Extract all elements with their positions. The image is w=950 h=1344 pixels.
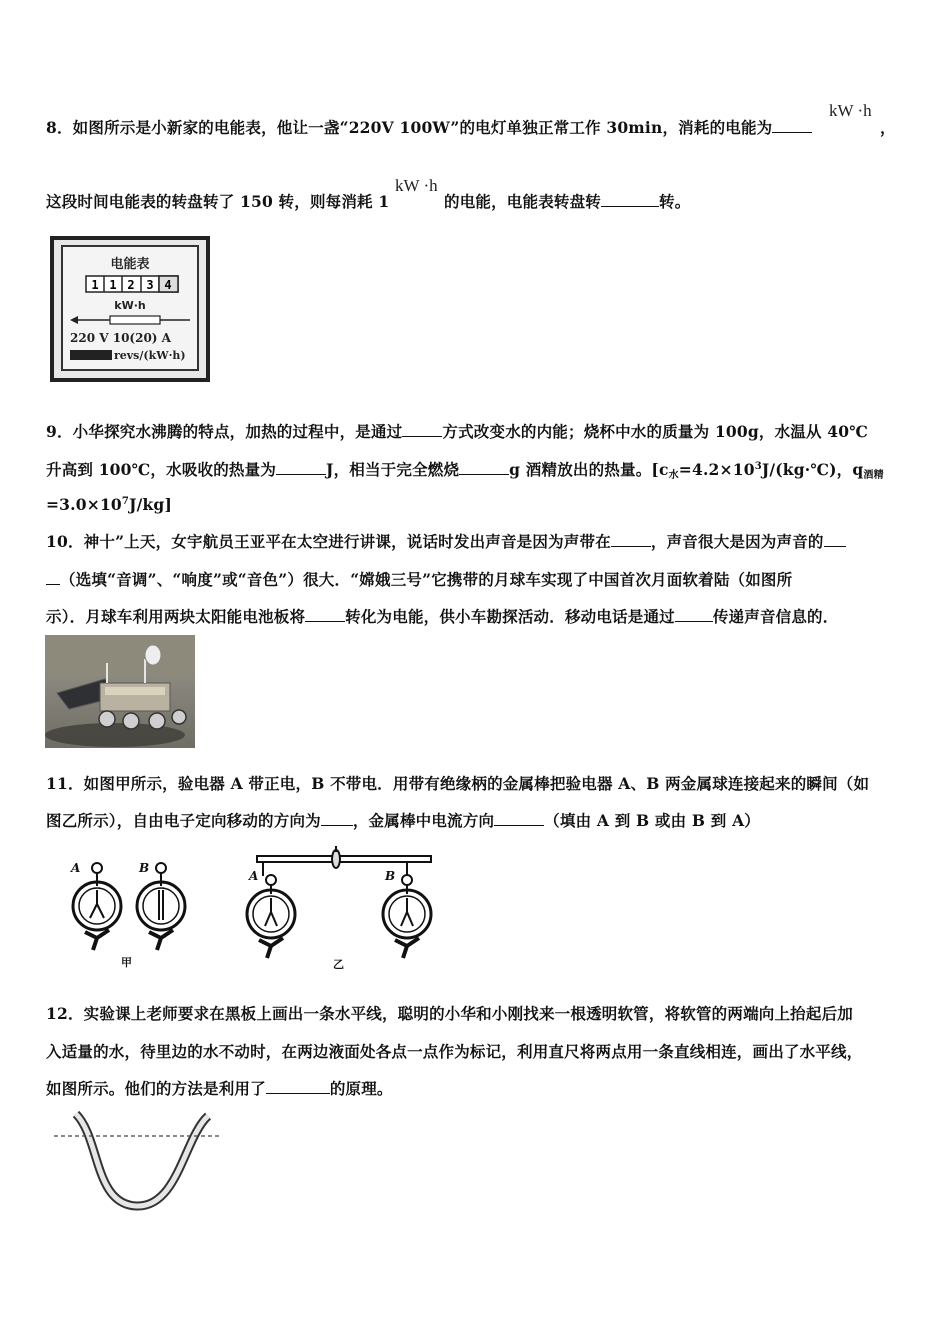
label-yi-a: A (249, 869, 259, 883)
electroscope-figure (55, 846, 445, 972)
label-jia-a: A (71, 861, 81, 875)
meter-digit-5: 4 (164, 278, 172, 292)
q9-line-2: 升高到 100℃，水吸收的热量为 J，相当于完全燃烧 g 酒精放出的热量。[$c_水=4.2\times 10^3J/(kg\cdot℃)$，$q_{酒精}$ (46, 460, 884, 481)
q10-blank-energy-form[interactable] (305, 607, 345, 622)
q9-blank-heat[interactable] (276, 460, 326, 475)
q8-line-1: 8．如图所示是小新家的电能表，他让一盏“220V 100W”的电灯单独正常工作 30min，消耗的电能为 (46, 116, 812, 138)
electroscope-jia-a (73, 863, 121, 950)
q10-blank-property-b[interactable] (46, 570, 60, 585)
electroscope-yi-a (247, 875, 295, 958)
energy-meter-figure (50, 236, 210, 382)
q11-line-2: 图乙所示），自由电子定向移动的方向为 ，金属棒中电流方向 （填由 A 到 B 或由 B 到 A） (46, 811, 761, 830)
q8-unit-kwh-1: kW ·h (829, 101, 872, 120)
q8-unit-kwh-2: kW ·h (395, 176, 438, 195)
meter-digits (86, 276, 178, 292)
meter-rating: 220 V 10(20) A (70, 331, 171, 345)
insulated-metal-rod (257, 846, 431, 876)
q10-line-3: 示）．月球车利用两块太阳能电池板将 转化为电能，供小车勘探活动．移动电话是通过 传递声音信息的． (46, 607, 839, 626)
meter-revs-value-box (70, 350, 112, 360)
meter-digit-2: 1 (109, 278, 117, 292)
electroscope-yi-b (383, 875, 431, 958)
meter-revs-unit: revs/(kW·h) (114, 349, 186, 362)
q12-line-3: 如图所示。他们的方法是利用了 的原理。 (46, 1079, 393, 1098)
q11-line-1: 11．如图甲所示，验电器 A 带正电，B 不带电．用带有绝缘柄的金属棒把验电器 A、B 两金属球连接起来的瞬间（如 (46, 774, 870, 793)
q8-line-2: 这段时间电能表的转盘转了 150 转，则每消耗 1 (46, 192, 390, 211)
caption-yi: 乙 (333, 958, 344, 971)
q10-line-2: （选填“音调”、“响度”或“音色”）很大．“嫦娥三号”它携带的月球车实现了中国首次月面软着陆（如图所 (46, 568, 792, 590)
q10-blank-medium[interactable] (675, 607, 713, 622)
caption-jia: 甲 (121, 956, 132, 969)
q8-blank-energy[interactable] (772, 118, 812, 133)
q9-blank-method[interactable] (402, 422, 442, 437)
lunar-rover-photo (45, 635, 195, 748)
meter-digit-3: 2 (127, 278, 135, 292)
label-jia-b: B (139, 861, 150, 875)
q9-line-1: 9．小华探究水沸腾的特点，加热的过程中，是通过 方式改变水的内能；烧杯中水的质量为 100g，水温从 40℃ (46, 422, 869, 441)
meter-title: 电能表 (110, 257, 150, 272)
q12-line-2: 入适量的水，待里边的水不动时，在两边液面处各点一点作为标记，利用直尺将两点用一条直线相连，画出了水平线， (46, 1042, 863, 1061)
q8-blank-revs[interactable] (601, 192, 659, 207)
q12-blank-principle[interactable] (266, 1079, 330, 1094)
q8-line-2b: 的电能，电能表转盘转 转。 (444, 192, 691, 211)
label-yi-b: B (385, 869, 396, 883)
q10-line-1: 10．神十”上天，女宇航员王亚平在太空进行讲课，说话时发出声音是因为声带在 ，声音很大是因为声音的 (46, 530, 846, 552)
q11-blank-electron-direction[interactable] (321, 811, 353, 826)
q9-line-3: $=3.0\times 10^7J/kg$] (46, 495, 172, 514)
meter-digit-4: 3 (146, 278, 154, 292)
q9-blank-mass[interactable] (459, 460, 509, 475)
q10-blank-vibrate[interactable] (611, 532, 651, 547)
q8-comma: ， (880, 118, 896, 137)
q11-blank-current-direction[interactable] (494, 811, 544, 826)
q10-blank-property-a[interactable] (824, 532, 846, 547)
electroscope-jia-b (137, 863, 185, 950)
q12-line-1: 12．实验课上老师要求在黑板上画出一条水平线，聪明的小华和小刚找来一根透明软管，将软管的两端向上抬起后加 (46, 1004, 853, 1023)
meter-unit: kW·h (114, 299, 146, 312)
u-tube-figure (48, 1108, 226, 1214)
meter-digit-1: 1 (91, 278, 99, 292)
